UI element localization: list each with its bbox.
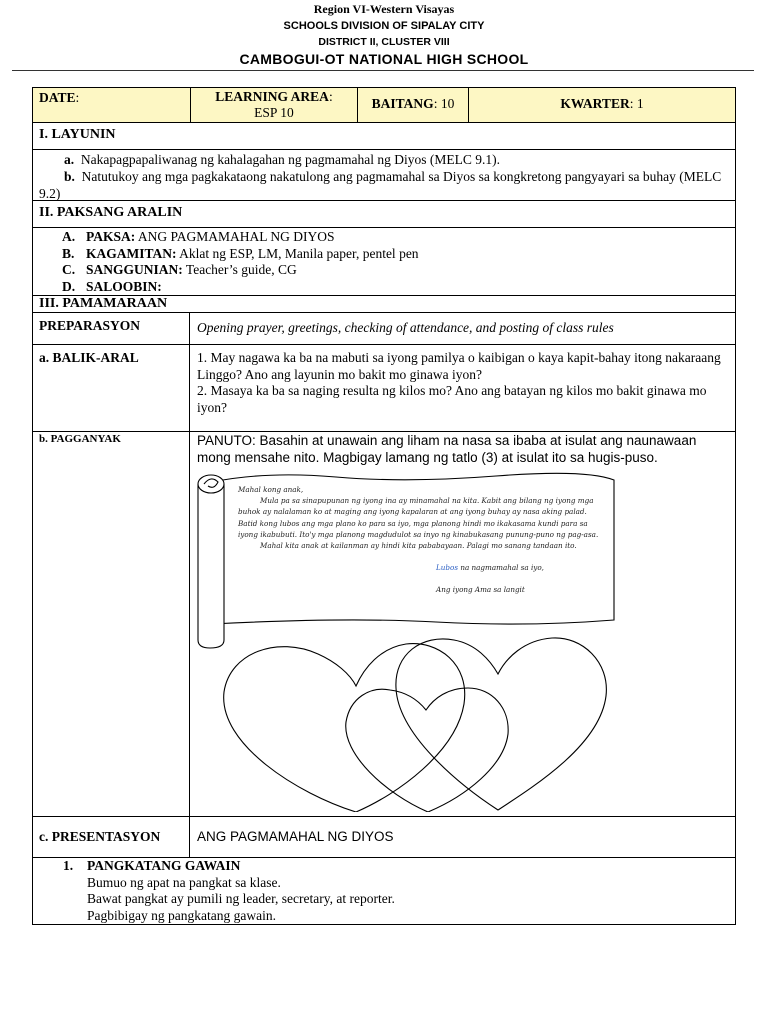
heart-left-shape <box>224 644 465 812</box>
objective-item: b. Natutukoy ang mga pagkakataong nakatulong ang pagmamahal sa Diyos sa kongkretong pangyayari sa buhay (MELC 9.2) <box>39 169 722 201</box>
subject-matter-item: A. PAKSA: ANG PAGMAMAHAL NG DIYOS <box>62 229 335 244</box>
subject-matter-item: D. SALOOBIN: <box>62 279 162 295</box>
objective-item: a. Nakapagpapaliwanag ng kahalagahan ng pagmamahal ng Diyos (MELC 9.1). <box>64 152 500 167</box>
group-activity-step: Bumuo ng apat na pangkat sa klase. <box>87 874 281 890</box>
division-heading: SCHOOLS DIVISION OF SIPALAY CITY <box>283 20 485 32</box>
date-label: DATE <box>39 90 76 105</box>
review-question: 2. Masaya ka ba sa naging resulta ng kilos mo? Ano ang batayan ng kilos mo bakit ginawa mo iyon? <box>197 383 707 415</box>
subject-matter-item: B. KAGAMITAN: Aklat ng ESP, LM, Manila paper, pentel pen <box>62 245 419 261</box>
baitang-value: 10 <box>440 96 455 111</box>
group-activity-step: Pagbibigay ng pangkatang gawain. <box>87 907 276 923</box>
region-heading: Region VI-Western Visayas <box>313 2 455 16</box>
preparasyon-text: Opening prayer, greetings, checking of attendance, and posting of class rules <box>197 320 614 335</box>
letter-signature: Ang iyong Ama sa langit <box>436 585 525 595</box>
presentasyon-row <box>33 817 735 858</box>
subject-matter-item: C. SANGGUNIAN: Teacher’s guide, CG <box>62 262 297 278</box>
baitang-cell: BAITANG: 10 <box>358 88 469 122</box>
pagganyak-instructions: PANUTO: Basahin at unawain ang liham na nasa sa ibaba at isulat ang naunawaan mong mensahe nito. Magbigay lamang ng tatlo (3) at isulat ito sa hugis-puso. <box>197 433 697 465</box>
learning-area-cell: LEARNING AREA: ESP 10 <box>191 88 358 122</box>
balik-aral-questions <box>190 345 735 431</box>
hearts-illustration <box>218 634 610 812</box>
layunin-heading: I. LAYUNIN <box>33 123 735 150</box>
letter-salutation: Mahal kong anak, <box>238 485 304 494</box>
pagganyak-label: b. PAGGANYAK <box>33 432 190 816</box>
letter-body-2: Mahal kita anak at kailanman ay hindi kita pababayaan. Palagi mo sanang tandaan ito. <box>260 541 577 551</box>
group-activity-title: 1. PANGKATANG GAWAIN <box>63 858 241 873</box>
subject-matter-list <box>33 228 735 296</box>
paksang-aralin-heading: II. PAKSANG ARALIN <box>33 201 735 228</box>
heart-right-shape <box>396 638 606 810</box>
presentasyon-label: c. PRESENTASYON <box>33 817 190 857</box>
header-divider <box>12 70 754 71</box>
letter-text <box>238 484 608 596</box>
baitang-label: BAITANG <box>371 96 434 111</box>
group-activity-step: Bawat pangkat ay pumili ng leader, secretary, at reporter. <box>87 891 395 906</box>
letter-body: Mula pa sa sinapupunan ng iyong ina ay minamahal na kita. Kabit ang bilang ng iyong mga buhok ay nalalaman ko at maging ang iyong kapalaran at ang iyong buhay ay nasa aking palad. Batid kong lubos ang mga plano ko para sa iyo, mga planong hindi mo ikakasama kundi para sa iyong ikabubuti. Ito'y mga planong magdudulot sa inyo ng kinabukasang punung-puno ng pag-asa. <box>238 496 599 539</box>
school-name: CAMBOGUI-OT NATIONAL HIGH SCHOOL <box>239 51 529 67</box>
district-heading: DISTRICT II, CLUSTER VIII <box>318 36 450 48</box>
preparasyon-row <box>33 313 735 345</box>
meta-row <box>33 88 735 123</box>
preparasyon-label: PREPARASYON <box>33 313 190 344</box>
kwarter-value: 1 <box>636 96 644 111</box>
kwarter-label: KWARTER <box>560 96 630 111</box>
balik-aral-row <box>33 345 735 432</box>
learning-area-value: ESP 10 <box>254 105 294 120</box>
presentasyon-text: ANG PAGMAMAHAL NG DIYOS <box>197 829 394 844</box>
kwarter-cell: KWARTER: 1 <box>560 96 644 111</box>
letter-closing: Lubos na nagmamahal sa iyo, <box>436 563 544 573</box>
pamamaraan-heading: III. PAMAMARAAN <box>33 296 735 313</box>
date-cell: DATE: <box>33 88 191 122</box>
group-activity <box>33 858 735 924</box>
objectives-list <box>33 150 735 201</box>
balik-aral-label: a. BALIK-ARAL <box>33 345 190 431</box>
learning-area-label: LEARNING AREA <box>215 89 329 104</box>
review-question: 1. May nagawa ka ba na mabuti sa iyong pamilya o kaibigan o kaya kapit-bahay itong nakaraang Linggo? Ano ang layunin mo bakit mo ginawa iyon? <box>197 350 721 382</box>
